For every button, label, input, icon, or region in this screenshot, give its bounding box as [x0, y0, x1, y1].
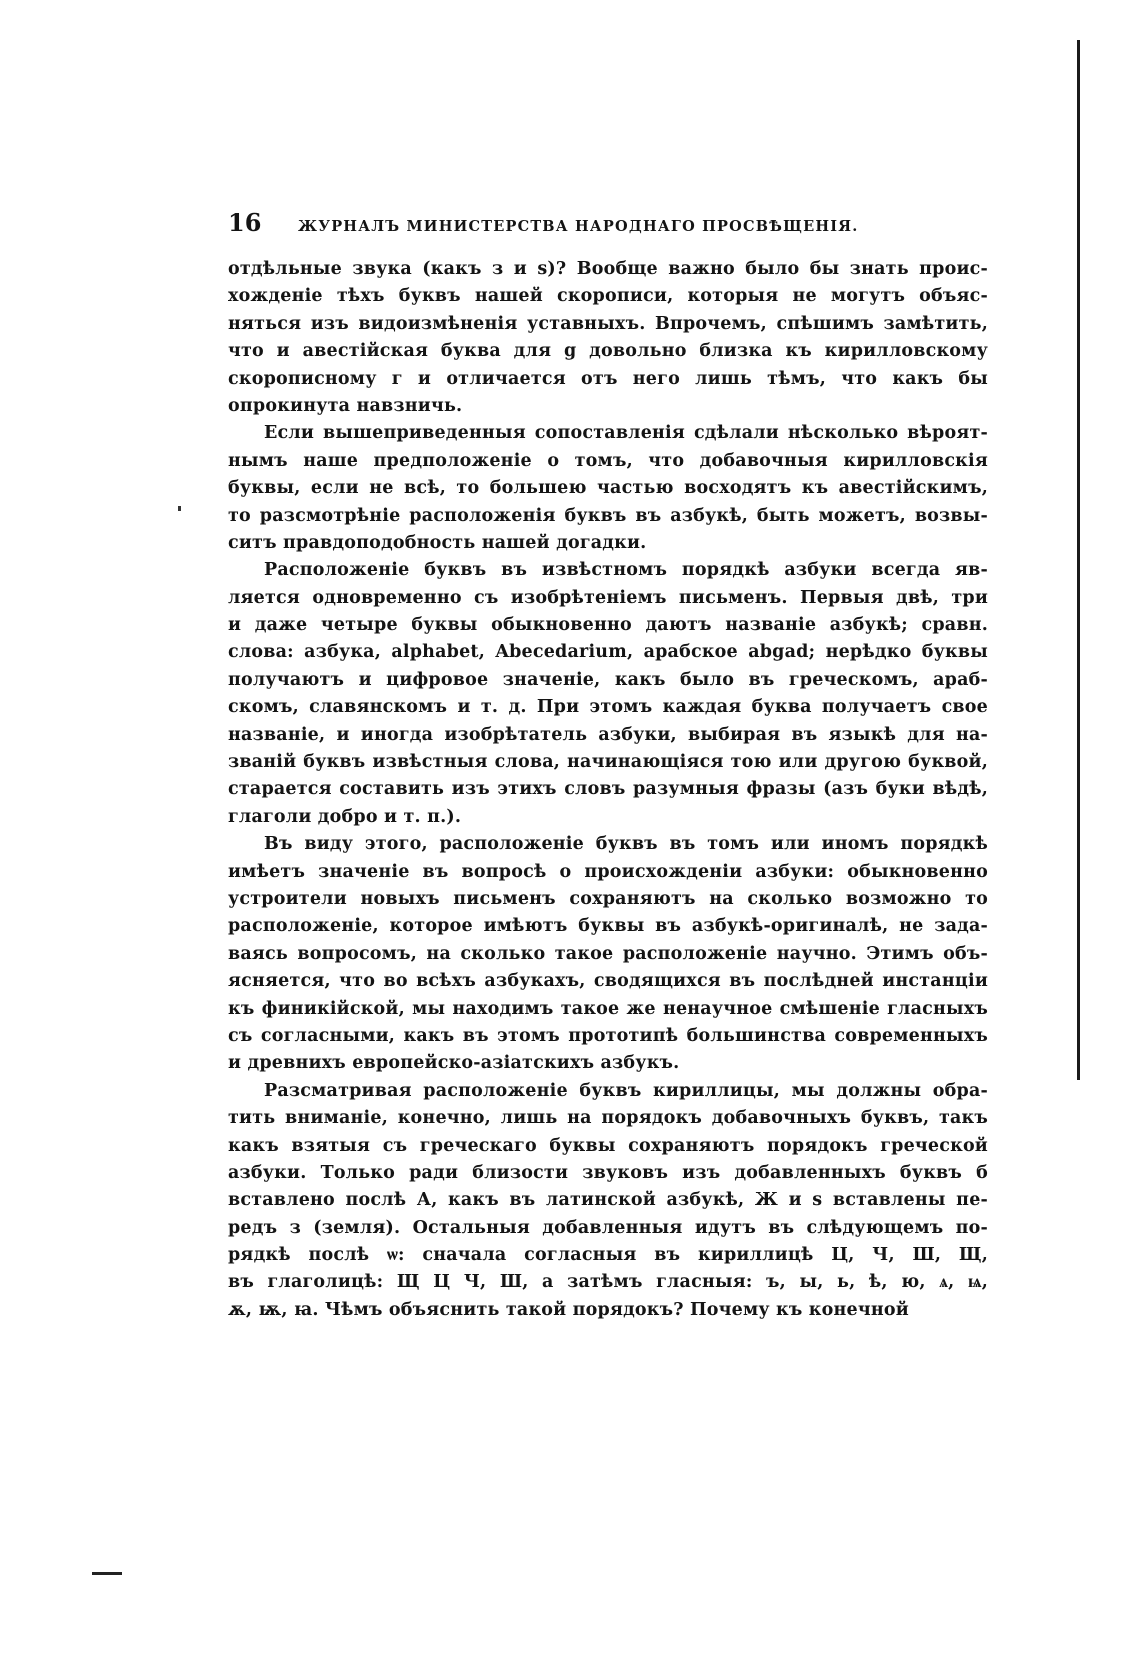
text-line: тить вниманіе, конечно, лишь на порядокъ добавочныхъ буквъ, такъ: [228, 1108, 988, 1129]
text-line: вставлено послѣ А, какъ въ латинской азбукѣ, Ж и ѕ вставлены пе-: [228, 1190, 988, 1211]
text-line: Расположеніе буквъ въ извѣстномъ порядкѣ азбуки всегда яв-: [264, 560, 988, 581]
text-line: азбуки. Только ради близости звуковъ изъ добавленныхъ буквъ б: [228, 1162, 988, 1183]
text-line: что и авестійская буква для g довольно близка къ кирилловскому: [228, 341, 988, 362]
text-line: какъ взятыя съ греческаго буквы сохраняютъ порядокъ греческой: [228, 1135, 988, 1156]
text-line: нымъ наше предположеніе о томъ, что добавочныя кирилловскія: [228, 450, 988, 471]
page-number: 16: [228, 208, 262, 237]
text-line: въ глаголицѣ: Щ Ц Ч, Ш, а затѣмъ гласныя: ъ, ы, ь, ѣ, ю, ѧ, ѩ,: [228, 1272, 988, 1293]
text-line: скомъ, славянскомъ и т. д. При этомъ каждая буква получаетъ свое: [228, 697, 988, 718]
body-text: [228, 256, 988, 1324]
text-line: званій буквъ извѣстныя слова, начинающіяся тою или другою буквой,: [228, 752, 988, 773]
text-line: слова: азбука, alphabet, Abecedarium, арабское abgad; нерѣдко буквы: [228, 642, 988, 663]
text-line: ляется одновременно съ изобрѣтеніемъ письменъ. Первыя двѣ, три: [228, 587, 988, 608]
paragraph: [228, 420, 988, 557]
paragraph: [228, 256, 988, 420]
text-line: названіе, и иногда изобрѣтатель азбуки, выбирая въ языкѣ для на-: [228, 724, 988, 745]
text-line: устроители новыхъ письменъ сохраняютъ на сколько возможно то: [228, 888, 988, 909]
text-line: хожденіе тѣхъ буквъ нашей скорописи, которыя не могутъ объяс-: [228, 286, 988, 307]
text-line: то разсмотрѣніе расположенія буквъ въ азбукѣ, быть можетъ, возвы-: [228, 505, 988, 526]
text-line: съ согласными, какъ въ этомъ прототипѣ большинства современныхъ: [228, 1025, 988, 1046]
paragraph: [228, 557, 988, 831]
text-line: имѣетъ значеніе въ вопросѣ о происхожденіи азбуки: обыкновенно: [228, 861, 988, 882]
text-line: редъ з (земля). Остальныя добавленныя идутъ въ слѣдующемъ по-: [228, 1217, 988, 1238]
text-line: ваясь вопросомъ, на сколько такое расположеніе научно. Этимъ объ-: [228, 943, 988, 964]
text-line: и древнихъ европейско-азіатскихъ азбукъ.: [228, 1053, 680, 1074]
text-line: и даже четыре буквы обыкновенно даютъ названіе азбукѣ; сравн.: [228, 615, 988, 636]
running-head: [228, 208, 988, 244]
scan-speck: [178, 506, 181, 511]
paragraph: [228, 1078, 988, 1325]
text-line: скорописному г и отличается отъ него лишь тѣмъ, что какъ бы: [228, 368, 988, 389]
text-line: буквы, если не всѣ, то большею частью восходятъ къ авестійскимъ,: [228, 478, 988, 499]
text-line: ѫ, ѭ, ꙗ. Чѣмъ объяснить такой порядокъ? Почему къ конечной: [228, 1299, 909, 1320]
text-line: ситъ правдоподобность нашей догадки.: [228, 532, 647, 553]
text-line: къ финикійской, мы находимъ такое же ненаучное смѣшеніе гласныхъ: [228, 998, 988, 1019]
text-line: глаголи добро и т. п.).: [228, 806, 462, 827]
text-line: няться изъ видоизмѣненія уставныхъ. Впрочемъ, спѣшимъ замѣтить,: [228, 313, 988, 334]
text-line: опрокинута навзничь.: [228, 395, 463, 416]
scan-page-edge: [1077, 40, 1080, 1080]
text-line: Разсматривая расположеніе буквъ кириллицы, мы должны обра-: [264, 1080, 988, 1101]
text-line: Если вышеприведенныя сопоставленія сдѣлали нѣсколько вѣроят-: [264, 423, 988, 444]
text-line: Въ виду этого, расположеніе буквъ въ томъ или иномъ порядкѣ: [264, 834, 988, 855]
scan-margin-dash: [92, 1572, 122, 1575]
document-page: [228, 208, 988, 1324]
text-line: ясняется, что во всѣхъ азбукахъ, сводящихся въ послѣдней инстанціи: [228, 971, 988, 992]
text-line: расположеніе, которое имѣютъ буквы въ азбукѣ-оригиналѣ, не зада-: [228, 916, 988, 937]
paragraph: [228, 831, 988, 1078]
journal-title: ЖУРНАЛЪ МИНИСТЕРСТВА НАРОДНАГО ПРОСВѢЩЕНІЯ.: [298, 218, 859, 235]
text-line: получаютъ и цифровое значеніе, какъ было въ греческомъ, араб-: [228, 669, 988, 690]
text-line: отдѣльные звука (какъ з и ѕ)? Вообще важно было бы знать проис-: [228, 259, 988, 279]
text-line: старается составить изъ этихъ словъ разумныя фразы (азъ буки вѣдѣ,: [228, 779, 988, 800]
text-line: рядкѣ послѣ ѡ: сначала согласныя въ кириллицѣ Ц, Ч, Ш, Щ,: [228, 1245, 988, 1266]
